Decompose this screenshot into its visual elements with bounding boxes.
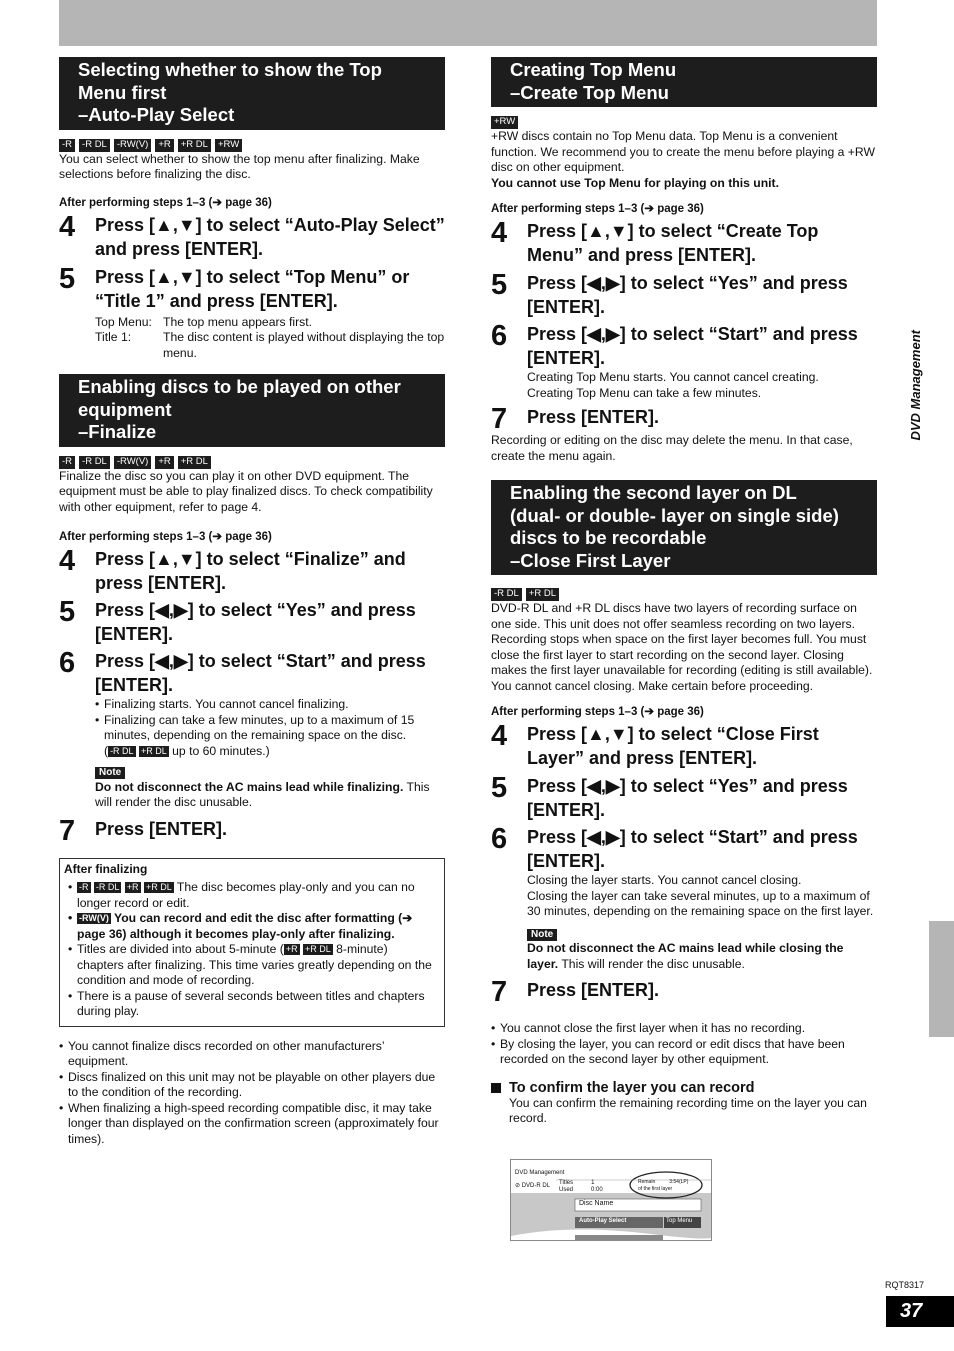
create-details: Creating Top Menu starts. You cannot cancel creating. Creating Top Menu can take a few minutes. (527, 370, 819, 400)
disc-name-field: Disc Name (579, 1200, 614, 1207)
step-4: 4 Press [▲,▼] to select “Close First Layer” and press [ENTER]. (491, 720, 819, 768)
close-layer-notes: • You cannot close the first layer when it has no recording. • By closing the layer, you can record or edit discs that have been recorded on the second layer by other equipment. (491, 1021, 877, 1068)
option-definitions: Top Menu: The top menu appears first. Title 1: The disc content is played without displaying the top menu. (95, 314, 445, 360)
step-6: 6 Press [◀,▶] to select “Start” and press [ENTER]. (491, 320, 858, 368)
right-column (491, 57, 877, 1127)
after-steps-label: After performing steps 1–3 (➔ page 36) (491, 203, 704, 215)
create-top-menu-heading: Creating Top Menu –Create Top Menu (491, 57, 877, 107)
after-steps-label: After performing steps 1–3 (➔ page 36) (59, 196, 272, 209)
note-label: Note (95, 767, 125, 779)
dvd-management-screen (510, 1159, 712, 1241)
step-5: 5 Press [◀,▶] to select “Yes” and press [ENTER]. (59, 596, 416, 644)
after-finalizing-box: After finalizing • -R -R DL +R +R DL The disc becomes play-only and you can no longer record or edit. • -RW(V) You can record and edit the disc after formatting (➔ page 36) although it becomes play-only after finalizing. • Titles are divided into about 5-minute ( +R +R DL 8-minute) chapters after finalizing. This time varies greatly depending on the condition and mode of recording. • There is a pause of several seconds between titles and chapters during play. (59, 858, 445, 1027)
auto-play-select-item: Auto-Play Select (579, 1218, 627, 1224)
step-7: 7 Press [ENTER]. (59, 814, 228, 847)
step-4: 4 Press [▲,▼] to select “Finalize” and press [ENTER]. (59, 545, 406, 593)
step-7: 7 Press [ENTER]. (491, 403, 660, 435)
auto-play-intro: You can select whether to show the top menu after finalizing. Make selections before finalizing the disc. (59, 151, 420, 181)
close-layer-intro: DVD-R DL and +R DL discs have two layers of recording surface on one side. This unit does not offer seamless recording on two layers. Recording stops when space on the first layer becomes full. You must close the first layer to start recording on the second layer. Closing makes the first layer unavailable for recording (editing is still available). You cannot cancel closing. Make certain before proceeding. (491, 601, 873, 693)
side-tab (929, 921, 954, 1037)
document-code: RQT8317 (885, 1280, 925, 1290)
auto-play-heading: Selecting whether to show the Top Menu first –Auto-Play Select (59, 57, 445, 130)
after-steps-label: After performing steps 1–3 (➔ page 36) (491, 706, 704, 718)
disc-badges: +RW (491, 116, 877, 129)
step-5: 5 Press [◀,▶] to select “Yes” and press [ENTER]. (491, 772, 848, 820)
disc-badges: -R -R DL -RW(V) +R +R DL +RW (59, 139, 445, 152)
step-7: 7 Press [ENTER]. (491, 976, 660, 1008)
confirm-layer-heading: To confirm the layer you can record (491, 1080, 877, 1096)
top-band (59, 0, 877, 46)
remain-readout: Remain 3:54(LP) of the first layer (638, 1179, 689, 1192)
close-layer-heading: Enabling the second layer on DL (dual- or double- layer on single side) discs to be recordable –Close First Layer (491, 480, 877, 575)
disc-badges: -R -R DL -RW(V) +R +R DL (59, 456, 445, 469)
step-4: 4 Press [▲,▼] to select “Create Top Menu” and press [ENTER]. (491, 217, 819, 265)
screen-title: DVD Management (515, 1170, 565, 1176)
after-steps-label: After performing steps 1–3 (➔ page 36) (59, 531, 272, 543)
finalize-intro: Finalize the disc so you can play it on other DVD equipment. The equipment must be able to play finalized discs. To check compatibility with other equipment, refer to page 4. (59, 468, 433, 514)
square-bullet-icon (491, 1083, 501, 1093)
close-layer-details: Closing the layer starts. You cannot cancel closing. Closing the layer can take several minutes, up to a maximum of 30 minutes, depending on the remaining space on the first layer. Note Do not disconnect the AC mains lead while closing the layer. This will render the disc unusable. (527, 873, 874, 971)
disc-badges: -R DL +R DL (491, 588, 877, 601)
finalize-footnotes: • You cannot finalize discs recorded on other manufacturers’ equipment. • Discs finalized on this unit may not be playable on other players due to the condition of the recording. • When finalizing a high-speed recording compatible disc, it may take longer than displayed on the confirmation screen (approximately four times). (59, 1039, 445, 1148)
left-column (59, 57, 445, 1147)
step-5: 5 Press [▲,▼] to select “Top Menu” or “Title 1” and press [ENTER]. (59, 262, 410, 311)
confirm-layer-text: You can confirm the remaining recording time on the layer you can record. (509, 1095, 867, 1125)
side-section-label: DVD Management (908, 330, 923, 441)
create-top-menu-intro: +RW discs contain no Top Menu data. Top Menu is a convenient function. We recommend you to create the menu before playing a +RW disc on other equipment. You cannot use Top Menu for playing on this unit. (491, 129, 876, 190)
note-label: Note (527, 929, 557, 941)
finalize-details: • Finalizing starts. You cannot cancel finalizing. • Finalizing can take a few minutes, up to a maximum of 15 minutes, depending on the remaining space on the disc. ( -R DL +R DL up to 60 minutes.) Note Do not disconnect the AC mains lead while finalizing. This will render the disc unusable. (95, 697, 445, 811)
step-5: 5 Press [◀,▶] to select “Yes” and press [ENTER]. (491, 269, 848, 317)
step-4: 4 Press [▲,▼] to select “Auto-Play Select” and press [ENTER]. (59, 210, 445, 259)
disc-type-label: ⊘ DVD-R DL (515, 1183, 551, 1189)
step-6: 6 Press [◀,▶] to select “Start” and press [ENTER]. (59, 647, 426, 695)
screen-stats: Titles 1 Used 0:00 (559, 1180, 603, 1193)
top-menu-item: Top Menu (666, 1218, 693, 1224)
create-after-note: Recording or editing on the disc may delete the menu. In that case, create the menu again. (491, 433, 853, 463)
finalize-heading: Enabling discs to be played on other equipment –Finalize (59, 374, 445, 447)
step-6: 6 Press [◀,▶] to select “Start” and press [ENTER]. (491, 823, 858, 871)
page-number: 37 (886, 1296, 954, 1327)
